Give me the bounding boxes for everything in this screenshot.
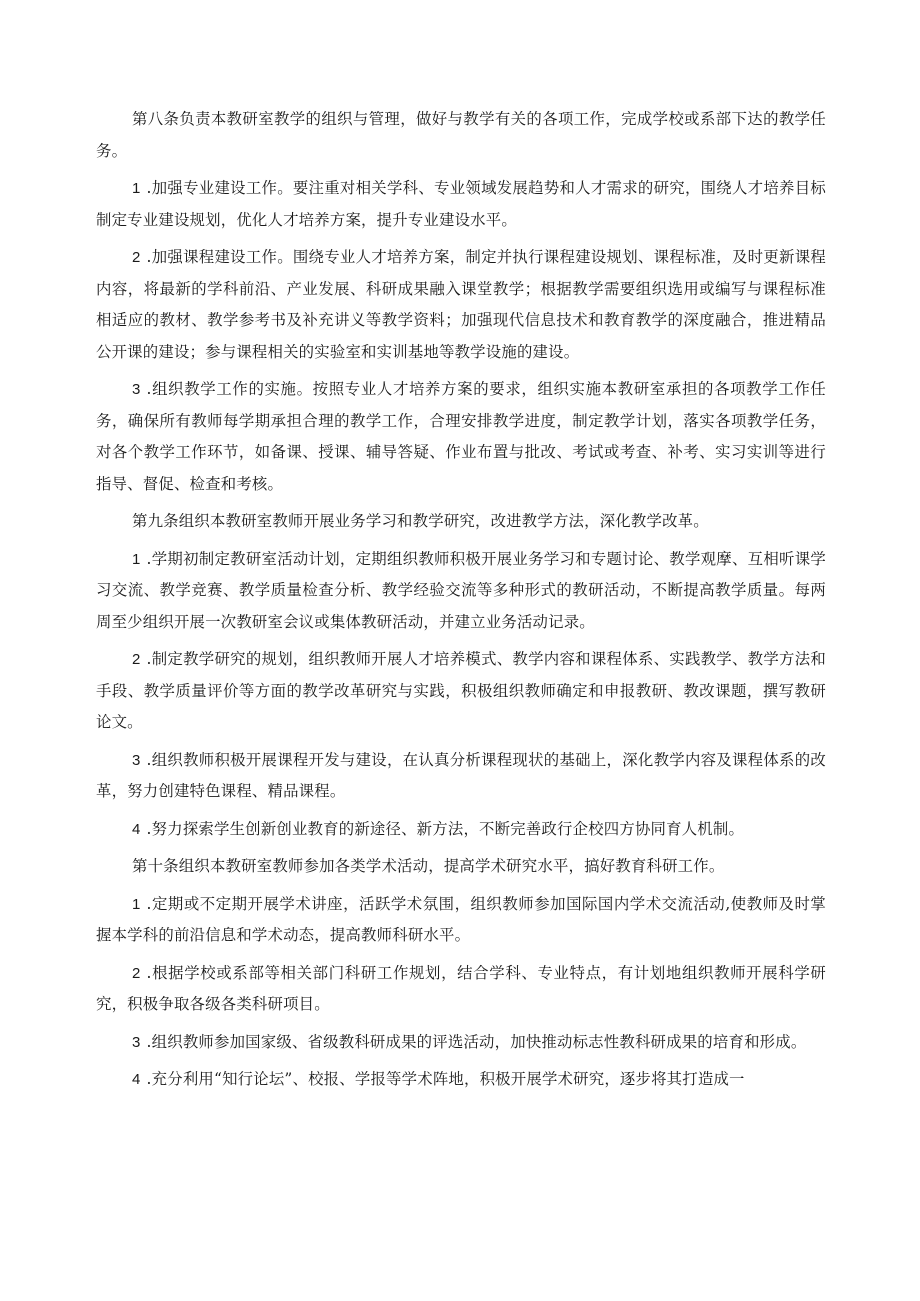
paragraph-item — [96, 1064, 826, 1096]
item-number: 2 — [132, 964, 141, 982]
paragraph-text: 第十条组织本教研室教师参加各类学术活动，提高学术研究水平，搞好教育科研工作。 — [132, 857, 725, 875]
item-number: 1 — [132, 550, 141, 568]
item-number: 1 — [132, 180, 141, 197]
paragraph-text: .组织教师积极开展课程开发与建设，在认真分析课程现状的基础上，深化教学内容及课程体系的改革，努力创建特色课程、精品课程。 — [96, 750, 826, 800]
item-number: 2 — [132, 651, 141, 668]
paragraph-item — [96, 173, 826, 236]
paragraph-text: .根据学校或系部等相关部门科研工作规划，结合学科、专业特点，有计划地组织教师开展科学研究，积极争取各级各类科研项目。 — [96, 963, 826, 1013]
paragraph-article-10 — [96, 851, 826, 883]
paragraph-text: .充分利用“知行论坛”、校报、学报等学术阵地，积极开展学术研究，逐步将其打造成一 — [146, 1070, 745, 1088]
item-number: 4 — [132, 820, 141, 838]
paragraph-text: .组织教学工作的实施。按照专业人才培养方案的要求，组织实施本教研室承担的各项教学工作任务，确保所有教师每学期承担合理的教学工作，合理安排教学进度，制定教学计划，落实各项教学任务，对各个教学工作环节，如备课、授课、辅导答疑、作业布置与批改、考试或考查、补考、实习实训等进行指导、督促、检查和考核。 — [96, 380, 826, 493]
paragraph-item — [96, 374, 826, 500]
paragraph-item — [96, 745, 826, 808]
paragraph-item — [96, 544, 826, 639]
paragraph-text: .制定教学研究的规划，组织教师开展人才培养模式、教学内容和课程体系、实践教学、教学方法和手段、教学质量评价等方面的教学改革研究与实践，积极组织教师确定和申报教研、教改课题，撰写教研论文。 — [96, 650, 826, 731]
paragraph-item — [96, 644, 826, 739]
paragraph-article-8 — [96, 104, 826, 167]
paragraph-text: .定期或不定期开展学术讲座，活跃学术氛围，组织教师参加国际国内学术交流活动,使教师及时掌握本学科的前沿信息和学术动态，提高教师科研水平。 — [96, 894, 826, 944]
paragraph-text: .努力探索学生创新创业教育的新途径、新方法，不断完善政行企校四方协同育人机制。 — [146, 819, 745, 838]
paragraph-text: .加强专业建设工作。要注重对相关学科、专业领域发展趋势和人才需求的研究，围绕人才培养目标制定专业建设规划，优化人才培养方案，提升专业建设水平。 — [96, 179, 826, 229]
item-number: 3 — [132, 1033, 141, 1051]
paragraph-item — [96, 1027, 826, 1059]
paragraph-text: .加强课程建设工作。围绕专业人才培养方案，制定并执行课程建设规划、课程标准，及时更新课程内容，将最新的学科前沿、产业发展、科研成果融入课堂教学；根据教学需要组织选用或编写与课程标准相适应的教材、教学参考书及补充讲义等教学资料；加强现代信息技术和教育教学的深度融合，推进精品公开课的建设；参与课程相关的实验室和实训基地等教学设施的建设。 — [96, 248, 826, 361]
item-number: 1 — [132, 895, 141, 913]
paragraph-item — [96, 814, 826, 846]
item-number: 2 — [132, 249, 141, 266]
paragraph-text: 第八条负责本教研室教学的组织与管理，做好与教学有关的各项工作，完成学校或系部下达的教学任务。 — [96, 110, 826, 160]
item-number: 3 — [132, 751, 141, 769]
paragraph-text: .组织教师参加国家级、省级教科研成果的评选活动，加快推动标志性教科研成果的培育和形成。 — [146, 1032, 807, 1051]
paragraph-item — [96, 958, 826, 1021]
paragraph-item — [96, 889, 826, 952]
paragraph-item — [96, 242, 826, 368]
paragraph-text: .学期初制定教研室活动计划，定期组织教师积极开展业务学习和专题讨论、教学观摩、互相听课学习交流、教学竞赛、教学质量检查分析、教学经验交流等多种形式的教研活动，不断提高教学质量。每两周至少组织开展一次教研室会议或集体教研活动，并建立业务活动记录。 — [96, 549, 826, 631]
paragraph-text: 第九条组织本教研室教师开展业务学习和教学研究，改进教学方法，深化教学改革。 — [132, 512, 709, 530]
paragraph-article-9 — [96, 506, 826, 538]
item-number: 4 — [132, 1071, 141, 1088]
document-body — [96, 104, 826, 1102]
item-number: 3 — [132, 381, 141, 398]
